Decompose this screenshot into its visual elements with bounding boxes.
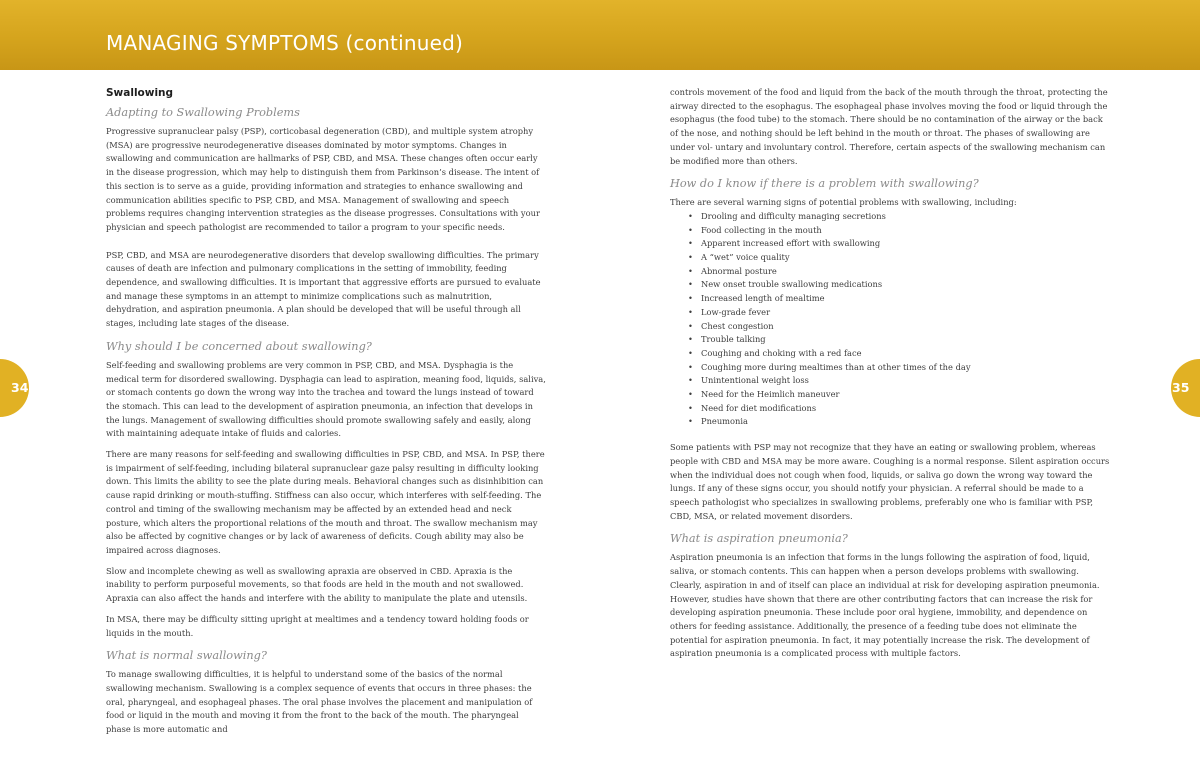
list-item: • A “wet” voice quality — [688, 251, 1110, 265]
page-title: MANAGING SYMPTOMS (continued) — [106, 31, 464, 55]
list-item: • Abnormal posture — [688, 265, 1110, 279]
page-number-right: 35 — [1172, 380, 1190, 395]
paragraph: To manage swallowing difficulties, it is helpful to understand some of the basics of the normal swallowing mechanism. Swallowing is a complex sequence of events that occurs in three phases: the oral, pharyngeal, and esophageal phases. The oral phase involves the placement and manipulation of food or liquid in the mouth and moving it from the front to the back of the mouth. The pharyngeal phase is more automatic and — [106, 669, 533, 735]
list-item: • Apparent increased effort with swallowing — [688, 237, 1110, 251]
list-item: • Need for the Heimlich maneuver — [688, 388, 1110, 402]
paragraph: PSP, CBD, and MSA are neurodegenerative disorders that develop swallowing difficulties. The primary causes of death are infection and pulmonary complications in the setting of immobility, feeding dependence, and swallowing difficulties. It is important that aggressive efforts are pursued to evaluate and manage these symptoms in an attempt to minimize complications such as malnutrition, dehydration, and aspiration pneumonia. A plan should be developed that will be useful through all stages, including late stages of the disease. — [106, 249, 541, 329]
page-number-tab-right — [1171, 359, 1200, 417]
list-item: • Coughing and choking with a red face — [688, 347, 1110, 361]
paragraph: In MSA, there may be difficulty sitting upright at mealtimes and a tendency toward holding foods or liquids in the mouth. — [106, 613, 529, 638]
list-item: • Need for diet modifications — [688, 402, 1110, 416]
paragraph: Aspiration pneumonia is an infection that forms in the lungs following the aspiration of food, liquid, saliva, or stomach contents. This can happen when a person develops problems with swallowing. Clearly, aspiration in and of itself can place an individual at risk for developing aspiration pneumonia. However, studies have shown that there are other contributing factors that can increase the risk for developing aspiration pneumonia. These include poor oral hygiene, immobility, and dependence on others for feeding assistance. Additionally, the presence of a feeding tube does not eliminate the potential for aspiration pneumonia. In fact, it may potentially increase the risk. The development of aspiration pneumonia is a complicated process with multiple factors. — [670, 552, 1100, 659]
warning-signs-list — [670, 210, 1110, 429]
subheading-adapting: Adapting to Swallowing Problems — [106, 106, 300, 119]
section-heading: Swallowing — [106, 87, 174, 99]
page-number-left: 34 — [11, 380, 29, 395]
left-column — [106, 86, 546, 744]
list-item: • Trouble talking — [688, 333, 1110, 347]
list-item: • Unintentional weight loss — [688, 374, 1110, 388]
page-number-tab-left — [0, 359, 29, 417]
paragraph: controls movement of the food and liquid from the back of the mouth through the throat, protecting the airway directed to the esophagus. The esophageal phase involves moving the food or liquid through the esophagus (the food tube) to the stomach. There should be no contamination of the airway or the back of the nose, and nothing should be left behind in the mouth or throat. The phases of swallowing are under vol- untary and involuntary control. Therefore, certain aspects of the swallowing mechanism can be modified more than others. — [670, 87, 1108, 166]
list-item: • Chest congestion — [688, 320, 1110, 334]
paragraph: There are several warning signs of potential problems with swallowing, including: — [670, 197, 1017, 208]
list-item: • Increased length of mealtime — [688, 292, 1110, 306]
paragraph: Some patients with PSP may not recognize that they have an eating or swallowing problem, whereas people with CBD and MSA may be more aware. Coughing is a normal response. Silent aspiration occurs when the individual does not cough when food, liquids, or saliva go down the wrong way toward the lungs. If any of these signs occur, you should notify your physician. A referral should be made to a speech pathologist who specializes in swallowing problems, preferably one who is familiar with PSP, CBD, MSA, or related movement disorders. — [670, 442, 1110, 521]
list-item: • Low-grade fever — [688, 306, 1110, 320]
paragraph: Progressive supranuclear palsy (PSP), corticobasal degeneration (CBD), and multiple system atrophy (MSA) are progressive neurodegenerative diseases dominated by motor symptoms. Changes in swallowing and communication are hallmarks of PSP, CBD, and MSA. These changes often occur early in the disease progression, which may help to distinguish them from Parkinson’s disease. The intent of this section is to serve as a guide, providing information and strategies to enhance swallowing and communication abilities specific to PSP, CBD, and MSA. Management of swallowing and speech problems requires changing intervention strategies as the disease progresses. Consultations with your physician and speech pathologist are recommended to tailor a program to your specific needs. — [106, 126, 540, 232]
subheading-why-concerned: Why should I be concerned about swallowing? — [106, 339, 372, 353]
subheading-normal-swallowing: What is normal swallowing? — [106, 649, 267, 663]
paragraph: There are many reasons for self-feeding and swallowing difficulties in PSP, CBD, and MSA. In PSP, there is impairment of self-feeding, including bilateral supranuclear gaze palsy resulting in difficulty looking down. This limits the ability to see the plate during meals. Behavioral changes such as disinhibition can cause rapid drinking or mouth-stuffing. Stiffness can also occur, which interferes with self-feeding. The control and timing of the swallowing mechanism may be affected by an extended head and neck posture, which alters the proportional relations of the mouth and throat. The swallow mechanism may also be affected by cognitive changes or by lack of awareness of deficits. Cough ability may also be impaired across diagnoses. — [106, 449, 545, 555]
subheading-aspiration-pneumonia: What is aspiration pneumonia? — [670, 532, 848, 546]
list-item: • New onset trouble swallowing medications — [688, 278, 1110, 292]
paragraph: Slow and incomplete chewing as well as swallowing apraxia are observed in CBD. Apraxia is the inability to perform purposeful movements, so that foods are held in the mouth and not swallowed. Apraxia can also affect the hands and interfere with the ability to manipulate the plate and utensils. — [106, 565, 528, 604]
list-item: • Drooling and difficulty managing secretions — [688, 210, 1110, 224]
paragraph: Self-feeding and swallowing problems are very common in PSP, CBD, and MSA. Dysphagia is the medical term for disordered swallowing. Dysphagia can lead to aspiration, meaning food, liquids, saliva, or stomach contents go down the wrong way into the trachea and toward the lungs instead of toward the stomach. This can lead to the development of aspiration pneumonia, an infection that develops in the lungs. Management of swallowing difficulties should promote swallowing safely and easily, along with maintaining adequate intake of fluids and calories. — [106, 359, 546, 439]
right-column — [670, 86, 1110, 668]
list-item: • Pneumonia — [688, 415, 1110, 429]
list-item: • Coughing more during mealtimes than at other times of the day — [688, 361, 1110, 375]
header-banner — [0, 0, 1200, 70]
list-item: • Food collecting in the mouth — [688, 224, 1110, 238]
subheading-problem-signs: How do I know if there is a problem with swallowing? — [670, 177, 979, 191]
